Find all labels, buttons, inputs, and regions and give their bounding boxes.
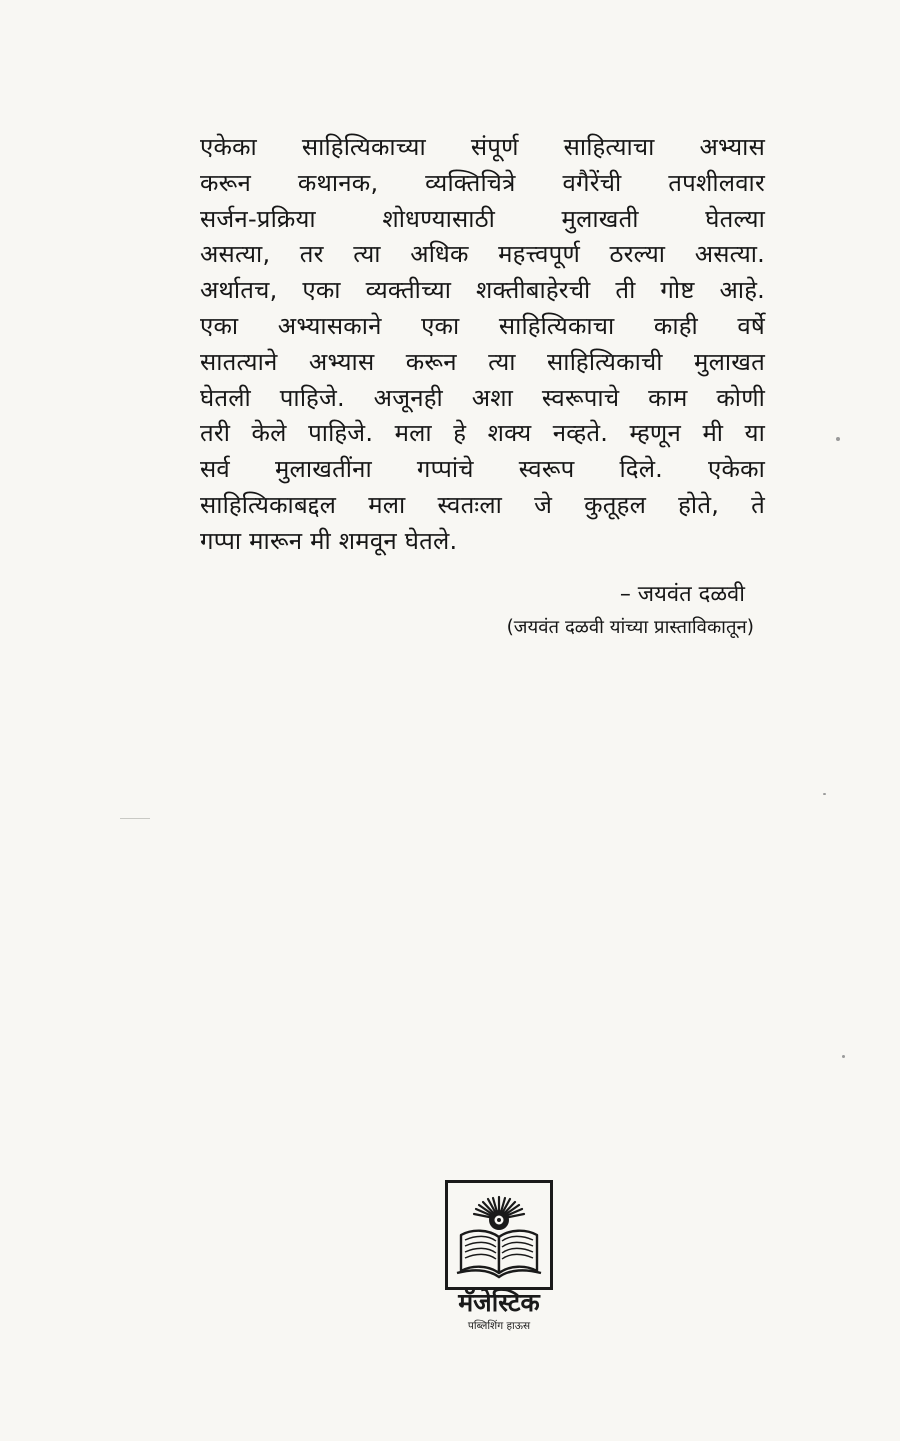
publisher-logo [445,1180,553,1336]
passage-line: गप्पा मारून मी शमवून घेतले. [200,526,458,555]
passage-line: सर्जन-प्रक्रिया शोधण्यासाठी मुलाखती घेतल्या [200,204,765,233]
passage-line: एकेका साहित्यिकाच्या संपूर्ण साहित्याचा अभ्यास [200,133,765,161]
passage-line: असत्या, तर त्या अधिक महत्त्वपूर्ण ठरल्या असत्या. [200,240,765,269]
passage-line: तरी केले पाहिजे. मला हे शक्य नव्हते. म्हणून मी या [200,419,765,448]
passage-line: करून कथानक, व्यक्तिचित्रे वगैरेंची तपशीलवार [200,168,765,197]
passage-line: घेतली पाहिजे. अजूनही अशा स्वरूपाचे काम कोणी [200,383,765,412]
passage-line: सातत्याने अभ्यास करून त्या साहित्यिकाची मुलाखत [200,347,765,376]
passage-line: एका अभ्यासकाने एका साहित्यिकाचा काही वर्षे [200,311,765,340]
source-note: (जयवंत दळवी यांच्या प्रास्ताविकातून) [506,617,754,638]
passage-line: सर्व मुलाखतींना गप्पांचे स्वरूप दिले. एकेका [200,455,765,484]
scan-speck [842,1055,845,1058]
scan-speck [836,437,840,441]
passage-line: अर्थातच, एका व्यक्तीच्या शक्तीबाहेरची ती गोष्ट आहे. [200,276,765,305]
author-attribution: – जयवंत दळवी [619,582,745,607]
publisher-subtitle: पब्लिशिंग हाऊस [467,1320,531,1332]
scan-mark [120,818,150,819]
scan-speck [823,793,826,795]
open-book-with-sun-icon [445,1180,553,1290]
passage-line: साहित्यिकाबद्दल मला स्वतःला जे कुतूहल होते, ते [200,490,765,519]
quote-passage [200,130,765,560]
publisher-name: मॅजेस्टिक [458,1288,540,1317]
